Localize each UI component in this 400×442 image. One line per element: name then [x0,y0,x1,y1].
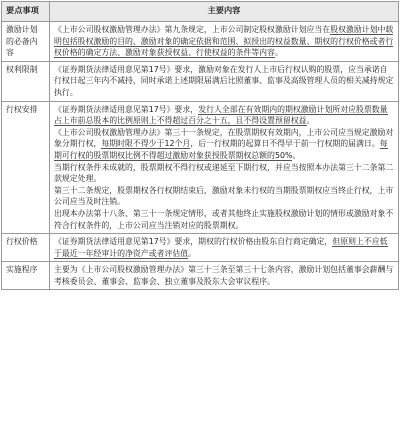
row-key: 激励计划的必备内容 [2,22,50,62]
text-segment: ，后一行权期的起算日不得早于前一行权期的届满日。 [190,139,380,149]
table-body [2,22,399,290]
paragraph [54,236,394,259]
underlined-text: 每期可行权的股票期权比例不得超过激励对象获授股票期权总额的50% [54,139,388,160]
underlined-text: 发行人全部在有效期内的期权激励计划所对应股票数量占上市前总股本的比例原则上不得超过百分之十五，且不得设置预留权益 [54,104,388,126]
table-row [2,234,399,262]
header-content: 主要内容 [50,2,399,22]
text-segment: 当期行权条件未成就的，股票期权不得行权或递延至下期行权，并应当按照本办法第三十二条第二款规定处理。 [54,162,394,184]
paragraph [54,104,394,127]
text-segment: 《上市公司股权激励管理办法》第三十一条规定，在股票期权有效期内，上市公司应当规定激励对象分期行权， [54,127,394,149]
paragraph [54,264,394,287]
row-content [50,101,399,234]
paragraph [54,127,394,162]
paragraph [54,64,394,99]
row-content [50,262,399,290]
text-segment: 主要为《上市公司股权激励管理办法》第三十三条至第三十七条内容，激励计划包括董事会薪酬与考核委员会、董事会、监事会、独立董事及股东大会审议程序。 [54,265,394,286]
row-key: 实施程序 [2,262,50,290]
text-segment: 第三十二条规定，股票期权各行权期结束后，激励对象未行权的当期股票期权应当终止行权，上市公司应当及时注销。 [54,185,394,207]
text-segment: 。 [188,248,197,258]
row-content [50,234,399,262]
text-segment: 《证券期货法律适用意见第17号》要求，期权的行权价格由股东自行商定确定， [54,237,333,247]
header-key: 要点事项 [2,2,50,22]
text-segment: 《证券期货法律适用意见第17号》要求， [54,104,199,114]
text-segment: 。 [306,116,315,126]
underlined-text: 但原则上不应低于最近一年经审计的净资产或者评估值 [54,237,388,258]
document-table [1,1,399,290]
row-key: 行权安排 [2,101,50,234]
table-row [2,61,399,101]
text-segment: 。 [274,48,283,58]
text-segment: 《证券期货法律适用意见第17号》要求，激励对象在发行人上市后行权认购的股票，应当承诺自行权日起三年内不减持，同时承诺上述期限届满后比照董事、监事及高级管理人员的相关减持规定执行。 [54,64,394,97]
underlined-text: 每期时限不得少于12个月 [101,139,191,149]
text-segment: 《上市公司股权激励管理办法》第九条规定，上市公司制定股权激励计划应当在 [54,25,331,34]
paragraph [54,208,394,231]
paragraph [54,185,394,208]
text-segment: 。 [292,150,301,160]
row-content [50,61,399,101]
paragraph [54,24,394,59]
table-header-row [2,2,399,22]
table-row [2,22,399,62]
text-segment: 出现本办法第十八条、第三十一条规定情形，或者其他终止实施股权激励计划的情形或激励对象不符合行权条件的，上市公司应当注销对应的股票期权。 [54,208,394,230]
row-key: 权利限制 [2,61,50,101]
underlined-text: 股权激励计划中载明包括股权激励的目的、激励对象的确定依据和范围、拟授出的权益数量、期权的行权价格或者行权价格的确定方法、激励对象获授权益、行使权益的条件等内容 [54,25,394,58]
row-key: 行权价格 [2,234,50,262]
row-content [50,22,399,62]
table-row [2,101,399,234]
paragraph [54,162,394,185]
table-row [2,262,399,290]
